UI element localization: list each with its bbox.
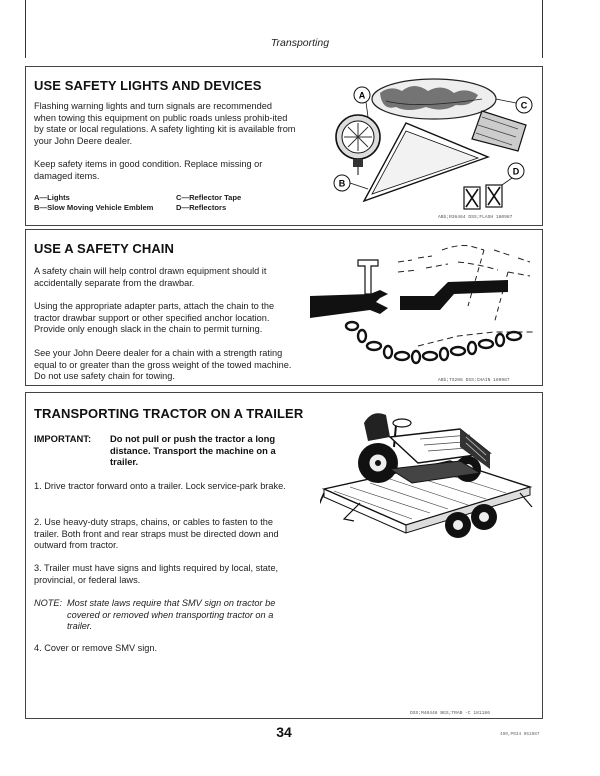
drawbar-pin-icon [358,260,378,294]
paragraph: Using the appropriate adapter parts, attach the chain to the tractor drawbar support or other specified anchor location. Provide only enough slack in the chain to permit turning. [34,301,275,335]
section-title: USE A SAFETY CHAIN [34,241,175,256]
note-label: NOTE: [34,598,63,608]
paragraph: A safety chain will help control drawn equipment should it accidentally separate from the drawbar. [34,266,267,288]
trailer-transport-section [25,392,543,719]
warning-light-icon [336,115,380,175]
reflector-panel-icon [472,111,526,151]
step-1: 1. Drive tractor forward onto a trailer. Lock service-park brake. [34,481,286,491]
important-text: Do not pull or push the tractor a long distance. Transport the machine on a trailer. [110,433,276,468]
figure-caption: ABb;TS208 DSS;CHAIN 180987 [438,378,510,383]
important-notice [34,433,296,468]
safety-chain-illustration [308,236,540,378]
paragraph: Keep safety items in good condition. Replace missing or damaged items. [34,159,263,181]
reflectors-icon [464,185,502,209]
reflector-tape-icon [372,79,496,119]
note [34,598,292,633]
legend-item-a: A—Lights [34,193,70,202]
running-header: Transporting [270,37,330,49]
section-title: TRANSPORTING TRACTOR ON A TRAILER [34,406,304,421]
note-text: Most state laws require that SMV sign on tractor be covered or removed when transporting tractor on a trailer. [67,598,276,632]
page-frame-left [25,0,26,58]
paragraph: See your John Deere dealer for a chain with a strength rating equal to or greater than the gross weight of the towed machine. Do not use safety chain for towing. [34,348,292,382]
callout-b: B [338,178,346,189]
legend-item-c: C—Reflector Tape [176,193,242,202]
callout-c: C [520,100,528,111]
paragraph: Flashing warning lights and turn signals are recommended when towing this equipment on public roads unless prohib-ited by state or local regulations. A safety lighting kit is available from your John Deere dealer. [34,101,296,146]
page-frame-right [542,0,543,58]
legend-item-b: B—Slow Moving Vehicle Emblem [34,202,154,212]
section-title: USE SAFETY LIGHTS AND DEVICES [34,78,262,93]
callout-d: D [512,166,520,177]
tractor-on-trailer-illustration [320,407,542,557]
page-number: 34 [276,724,292,740]
safety-lights-illustration [306,71,540,217]
drawbar-clevis-icon [310,280,508,318]
safety-lights-section [25,66,543,226]
important-label: IMPORTANT: [34,433,92,444]
safety-chain-section [25,229,543,386]
step-4: 4. Cover or remove SMV sign. [34,643,158,653]
figure-caption: DSS;M40448 BGS;TRAB -C 181186 [410,711,490,716]
step-2: 2. Use heavy-duty straps, chains, or cables to fasten to the trailer. Both front and rear straps must be directed down and outward from tractor. [34,517,279,551]
step-3: 3. Trailer must have signs and lights required by local, state, provincial, or federal laws. [34,563,279,585]
page-code: 490,P034 051087 [500,732,540,737]
tractor-icon [358,413,490,483]
legend-item-d: D—Reflectors [176,202,227,212]
callout-a: A [358,90,366,101]
figure-caption: ABb;R36464 DSS;FLASH 180987 [438,215,513,220]
